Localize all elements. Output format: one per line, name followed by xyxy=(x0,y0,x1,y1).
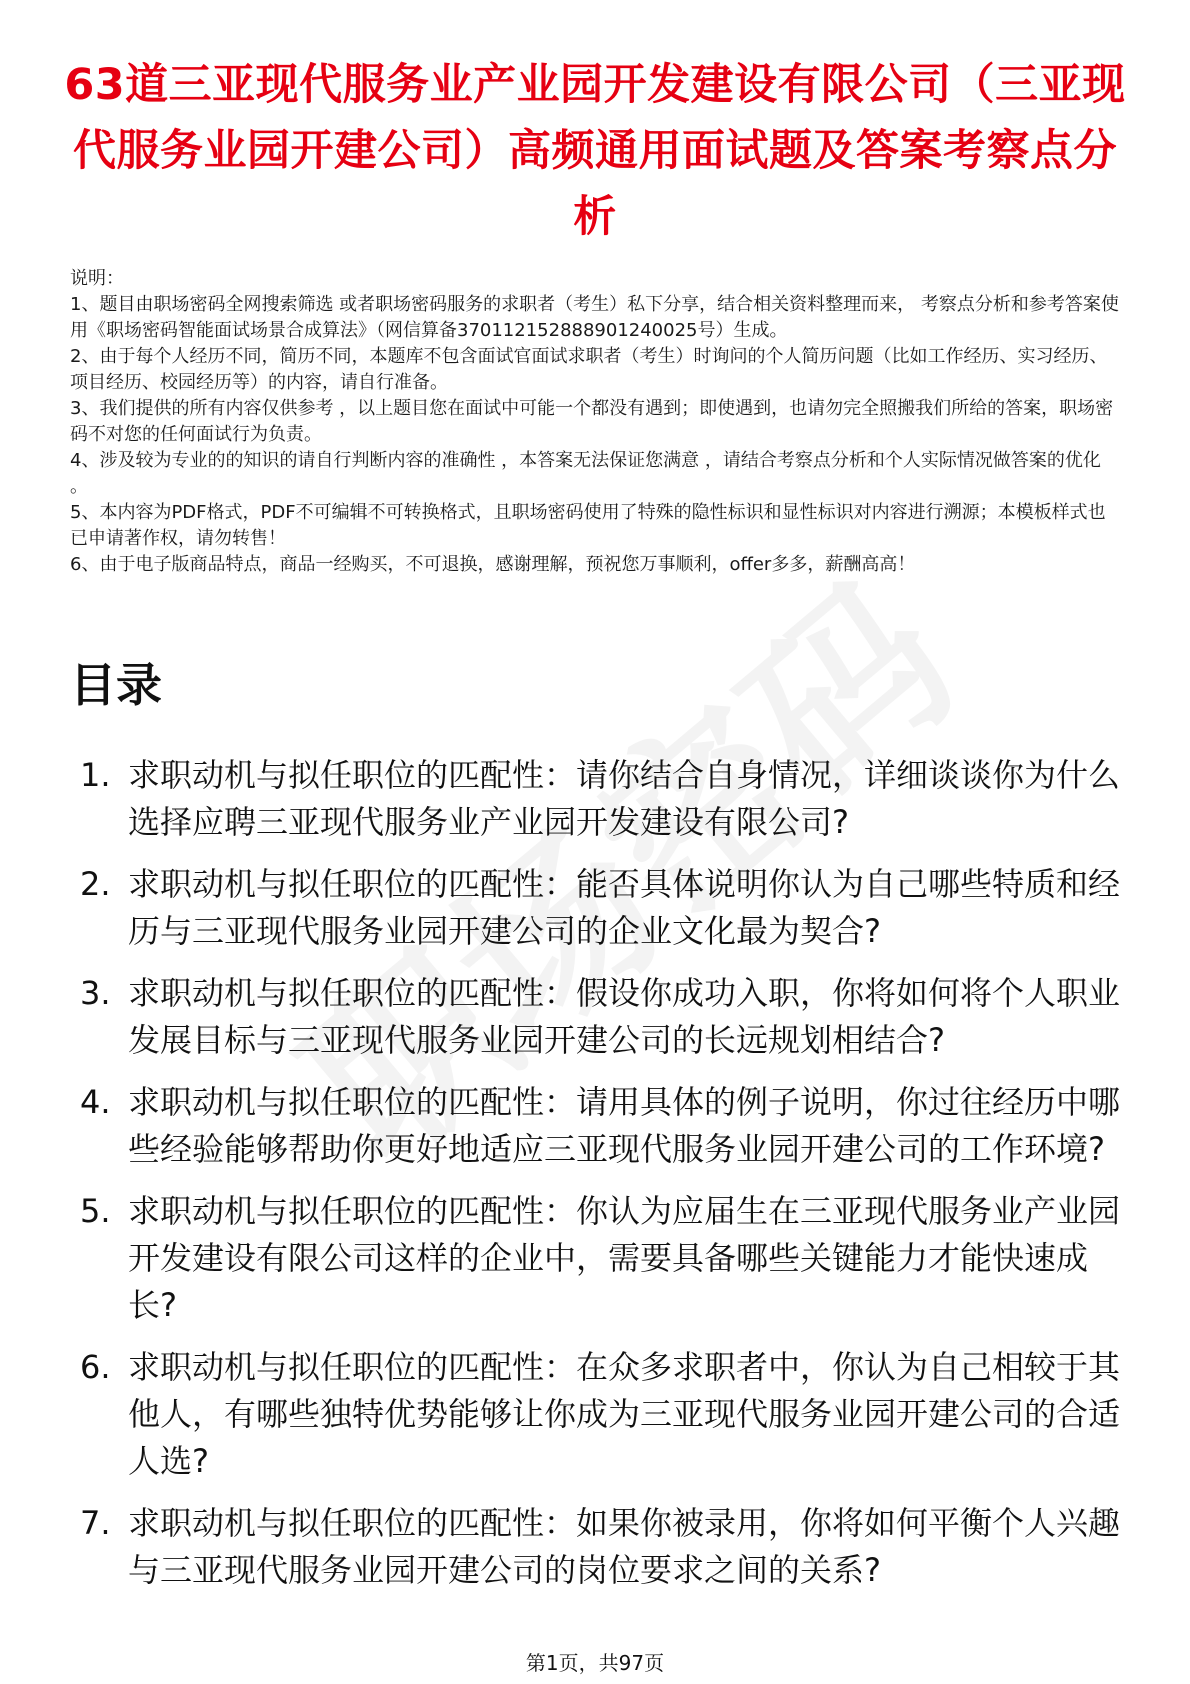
notes-heading: 说明： xyxy=(70,268,124,289)
note-item: 5、本内容为PDF格式，PDF不可编辑不可转换格式，且职场密码使用了特殊的隐性标识和显性标识对内容进行溯源；本模板样式也已申请著作权，请勿转售！ xyxy=(70,502,1106,549)
toc-item-text: 求职动机与拟任职位的匹配性：假设你成功入职，你将如何将个人职业发展目标与三亚现代服务业园开建公司的长远规划相结合? xyxy=(128,974,1121,1059)
toc-item[interactable] xyxy=(80,1079,1120,1173)
toc-item-number: 3. xyxy=(80,974,111,1012)
toc-item-number: 1. xyxy=(80,756,111,794)
toc-item[interactable] xyxy=(80,1188,1120,1329)
note-item: 3、我们提供的所有内容仅供参考 ，以上题目您在面试中可能一个都没有遇到；即使遇到，也请勿完全照搬我们所给的答案，职场密码不对您的任何面试行为负责。 xyxy=(70,398,1114,445)
toc-item-number: 5. xyxy=(80,1192,111,1230)
note-item: 4、涉及较为专业的的知识的请自行判断内容的准确性 ，本答案无法保证您满意 ，请结合考察点分析和个人实际情况做答案的优化 。 xyxy=(70,450,1101,497)
toc-item-text: 求职动机与拟任职位的匹配性：请你结合自身情况，详细谈谈你为什么选择应聘三亚现代服务业产业园开发建设有限公司? xyxy=(128,756,1121,841)
toc-item[interactable] xyxy=(80,861,1120,955)
page-footer: 第1页，共97页 xyxy=(525,1651,665,1675)
toc-item[interactable] xyxy=(80,1344,1120,1485)
notes-section xyxy=(70,266,1120,578)
toc-item-number: 7. xyxy=(80,1504,111,1542)
toc-item[interactable] xyxy=(80,752,1120,846)
toc-item[interactable] xyxy=(80,970,1120,1064)
toc-item-number: 6. xyxy=(80,1348,111,1386)
note-item: 1、题目由职场密码全网搜索筛选 或者职场密码服务的求职者（考生）私下分享，结合相关资料整理而来， 考察点分析和参考答案使用《职场密码智能面试场景合成算法》（网信算备370112152888901240025号）生成。 xyxy=(70,294,1119,341)
toc-item-number: 4. xyxy=(80,1083,111,1121)
toc-item-text: 求职动机与拟任职位的匹配性：在众多求职者中，你认为自己相较于其他人，有哪些独特优势能够让你成为三亚现代服务业园开建公司的合适人选? xyxy=(128,1348,1121,1480)
toc-item-text: 求职动机与拟任职位的匹配性：如果你被录用，你将如何平衡个人兴趣与三亚现代服务业园开建公司的岗位要求之间的关系? xyxy=(128,1504,1121,1589)
toc-item-text: 求职动机与拟任职位的匹配性：请用具体的例子说明，你过往经历中哪些经验能够帮助你更好地适应三亚现代服务业园开建公司的工作环境? xyxy=(128,1083,1121,1168)
toc-list xyxy=(80,752,1120,1609)
toc-item-text: 求职动机与拟任职位的匹配性：能否具体说明你认为自己哪些特质和经历与三亚现代服务业园开建公司的企业文化最为契合? xyxy=(128,865,1121,950)
toc-item-number: 2. xyxy=(80,865,111,903)
note-item: 6、由于电子版商品特点，商品一经购买，不可退换，感谢理解，预祝您万事顺利，offer多多，薪酬高高！ xyxy=(70,554,916,575)
toc-item-text: 求职动机与拟任职位的匹配性：你认为应届生在三亚现代服务业产业园开发建设有限公司这样的企业中，需要具备哪些关键能力才能快速成长? xyxy=(128,1192,1121,1324)
note-item: 2、由于每个人经历不同，简历不同，本题库不包含面试官面试求职者（考生）时询问的个人简历问题（比如工作经历、实习经历、项目经历、校园经历等）的内容，请自行准备。 xyxy=(70,346,1108,393)
document-title: 63道三亚现代服务业产业园开发建设有限公司（三亚现代服务业园开建公司）高频通用面试题及答案考察点分析 xyxy=(64,60,1126,242)
toc-heading: 目录 xyxy=(70,658,162,712)
toc-item[interactable] xyxy=(80,1500,1120,1594)
